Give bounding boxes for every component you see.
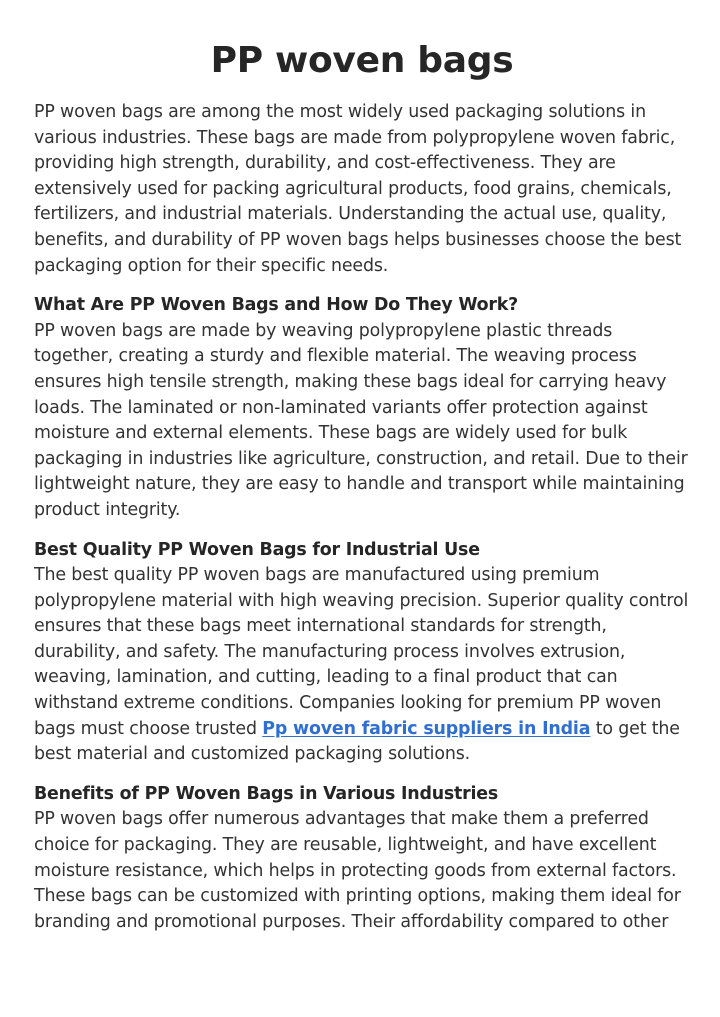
body-text-before-link: The best quality PP woven bags are manufactured using premium polypropylene material with high weaving precision. Superior quality control ensures that these bags meet international standards for strength, durability, and safety. The manufacturing process involves extrusion, weaving, lamination, and cutting, leading to a final product that can withstand extreme conditions. Companies looking for premium PP woven bags must choose trusted [34,565,689,739]
intro-paragraph: PP woven bags are among the most widely used packaging solutions in various industries. These bags are made from polypropylene woven fabric, providing high strength, durability, and cost-effectiveness. They are extensively used for packing agricultural products, food grains, chemicals, fertilizers, and industrial materials. Understanding the actual use, quality, benefits, and durability of PP woven bags helps businesses choose the best packaging option for their specific needs. [34,102,682,276]
section-body: PP woven bags are made by weaving polypropylene plastic threads together, creating a sturdy and flexible material. The weaving process ensures high tensile strength, making these bags ideal for carrying heavy loads. The laminated or non-laminated variants offer protection against moisture and external elements. These bags are widely used for bulk packaging in industries like agriculture, construction, and retail. Due to their lightweight nature, they are easy to handle and transport while maintaining product integrity. [34,320,688,520]
section-heading: Benefits of PP Woven Bags in Various Industries [34,783,499,804]
page-title: PP woven bags [210,40,514,81]
suppliers-link[interactable]: Pp woven fabric suppliers in India [262,718,591,739]
body-text-after-link: to get the best material and customized packaging solutions. [34,718,680,765]
section-benefits [34,782,690,936]
section-heading: Best Quality PP Woven Bags for Industrial Use [34,539,480,560]
section-heading: What Are PP Woven Bags and How Do They Work? [34,295,519,316]
section-body [34,563,690,768]
section-body: PP woven bags offer numerous advantages that make them a preferred choice for packaging. They are reusable, lightweight, and have excellent moisture resistance, which helps in protecting goods from external factors. These bags can be customized with printing options, making them ideal for branding and promotional purposes. Their affordability compared to other [34,809,681,932]
section-what-are [34,293,690,523]
section-best-quality [34,538,690,768]
